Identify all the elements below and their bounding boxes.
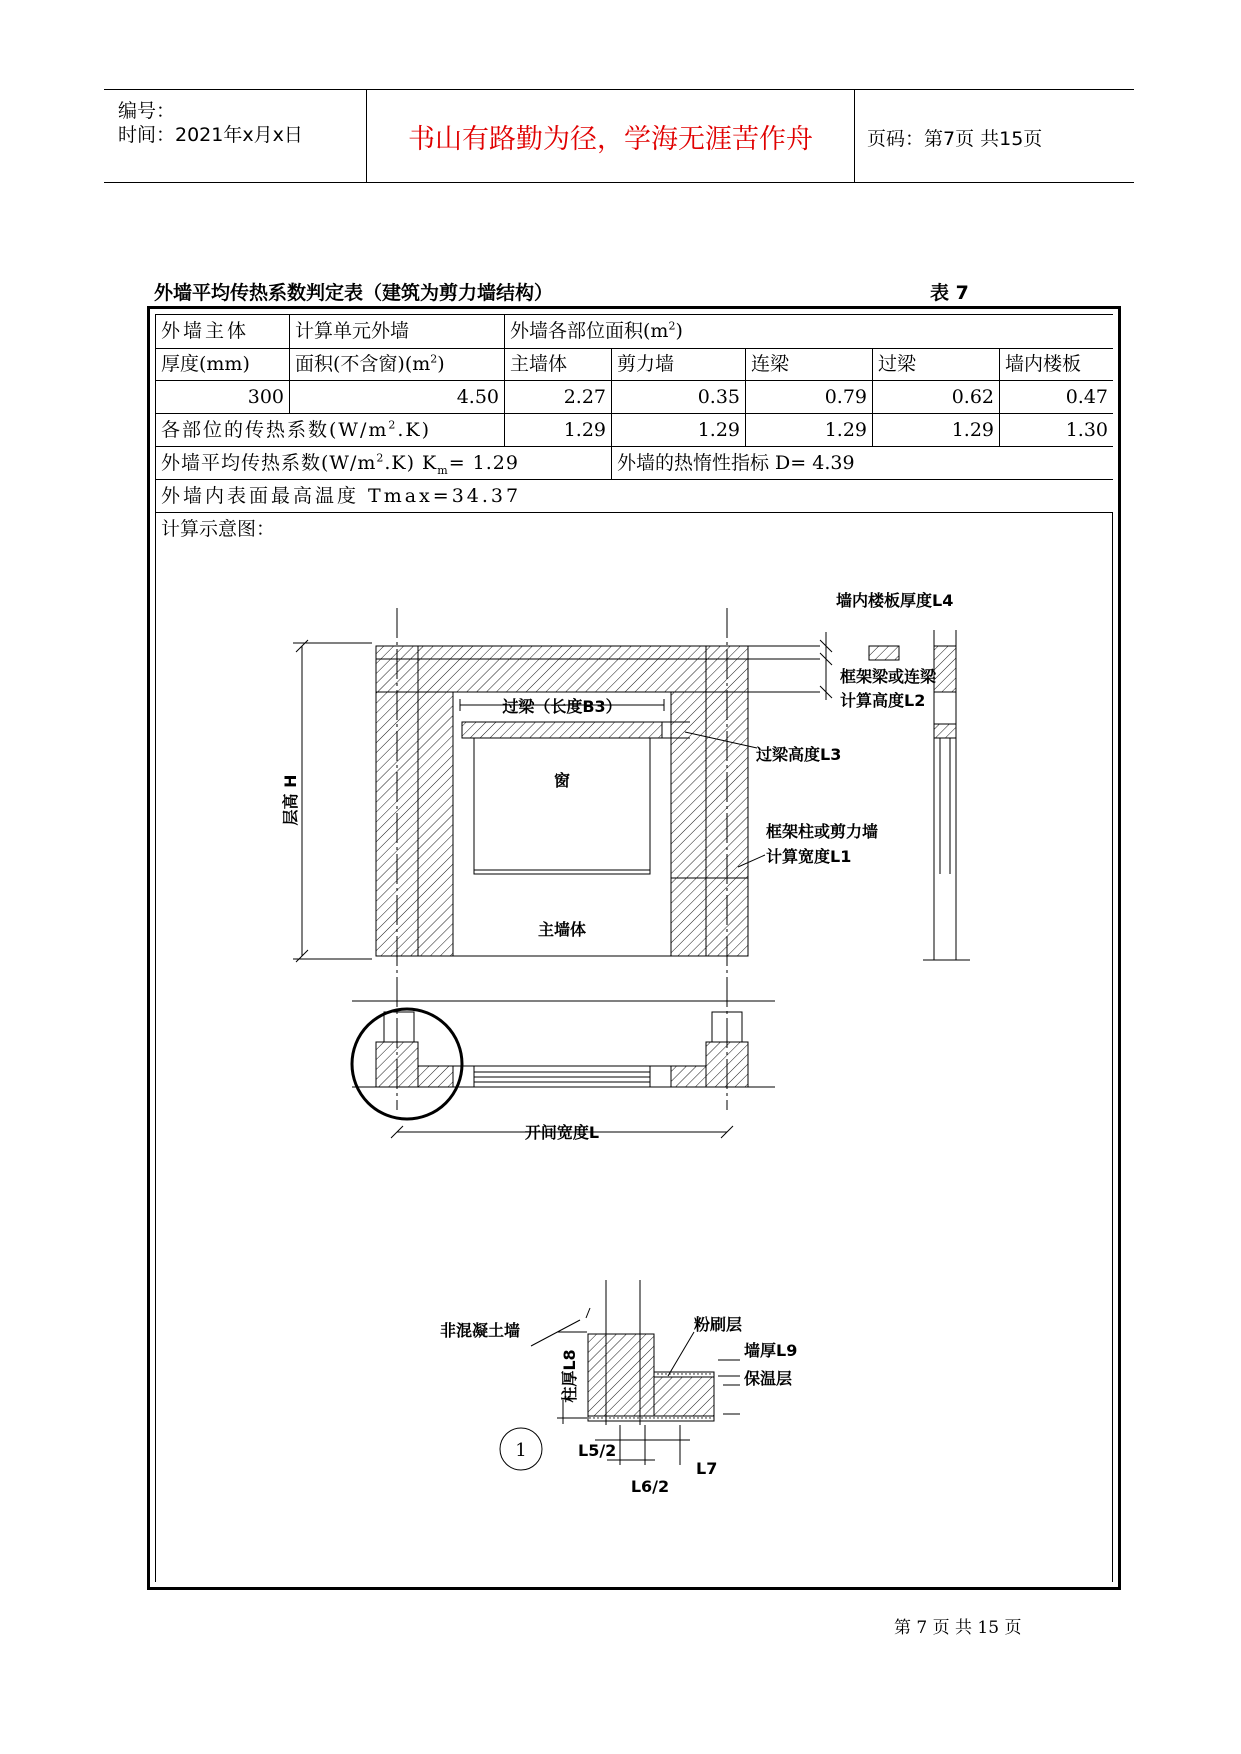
table-cell: 外墙主体 [155,315,290,348]
table-header-cell: 墙内楼板 [1005,353,1082,375]
plan-column-right [706,1042,748,1087]
page-footer: 第 7 页 共 15 页 [894,1618,1022,1638]
right-column [671,692,748,956]
table-cell: 外墙内表面最高温度 Tmax=34.37 [155,480,1113,512]
table-cell: 1.30 [1065,419,1108,441]
superscript: 2 [388,418,398,432]
column-thickness-label: 柱厚L8 [560,1349,579,1403]
slab-thickness-label: 墙内楼板厚度L4 [836,591,954,610]
superscript: 2 [668,319,676,333]
top-beam [376,646,748,692]
document-time-label: 时间：2021年x月x日 [118,124,303,146]
cell-text: 外墙各部位面积(m [510,320,669,342]
document-number-label: 编号： [118,100,176,122]
l5-label: L5/2 [578,1441,617,1460]
bay-width-label: 开间宽度L [524,1123,600,1142]
table-cell: 0.35 [612,381,746,413]
table-cell: 1.29 [873,414,1000,446]
cell-text: ) [675,320,683,342]
column-width-label-1: 框架柱或剪力墙 [766,822,879,841]
table-header-cell: 连梁 [746,348,873,380]
table-cell: 0.62 [873,381,1000,413]
table-header-cell: 过梁 [873,348,1000,380]
superscript: 2 [430,352,438,366]
l7-label: L7 [696,1459,718,1478]
table-cell: 4.50 [290,381,505,413]
lintel-length-label: 过梁（长度B3） [502,697,622,716]
window [474,738,650,874]
subscript: m [437,463,449,477]
lintel-height-label: 过梁高度L3 [756,745,842,764]
table-cell: 300 [155,381,290,413]
header-page-label: 页码：第7页 共15页 [867,128,1043,150]
plaster-layer-label: 粉刷层 [694,1315,743,1334]
window-label: 窗 [553,771,571,790]
floor-height-label: 层高 H [281,774,300,826]
cell-text: .K) K [384,452,438,474]
beam-height-label-1: 框架梁或连梁 [840,667,937,686]
wall-thickness-label: 墙厚L9 [744,1341,798,1360]
table-cell: 2.27 [505,381,612,413]
insulation-layer-label: 保温层 [744,1369,793,1388]
left-column [376,692,453,956]
cell-text: 外墙平均传热系数(W/m [161,452,377,474]
table-header-cell: 主墙体 [505,348,612,380]
cell-text: ) [437,353,445,375]
non-concrete-wall-label: 非混凝土墙 [440,1321,521,1340]
table-cell: 外墙的热惰性指标 D= 4.39 [617,452,855,474]
beam-height-label-2: 计算高度L2 [840,691,926,710]
cell-text: 各部位的传热系数(W/m [161,419,389,441]
detail-column [588,1334,654,1416]
table-cell: 0.47 [1065,386,1108,408]
table-cell: 1.29 [612,414,746,446]
cell-text: 面积(不含窗)(m [295,353,431,375]
lintel [462,722,662,738]
table-caption: 外墙平均传热系数判定表（建筑为剪力墙结构） [154,282,554,304]
cell-text: .K) [397,419,432,441]
table-cell: 计算单元外墙 [290,315,505,348]
cell-text: = 1.29 [448,452,519,474]
diagram-caption: 计算示意图： [161,518,276,540]
column-width-label-2: 计算宽度L1 [766,847,852,866]
section-slab [869,646,899,660]
detail-number: 1 [515,1440,527,1461]
header-motto: 书山有路勤为径，学海无涯苦作舟 [408,124,813,155]
table-number: 表 7 [930,282,969,304]
table-cell: 厚度(mm) [155,348,290,380]
superscript: 2 [376,451,385,465]
table-cell: 0.79 [746,381,873,413]
table-cell: 1.29 [505,414,612,446]
main-wall-label: 主墙体 [537,920,587,939]
table-cell: 1.29 [746,414,873,446]
table-header-cell: 剪力墙 [612,348,746,380]
plan-column-left [376,1042,418,1087]
l6-label: L6/2 [630,1477,670,1496]
